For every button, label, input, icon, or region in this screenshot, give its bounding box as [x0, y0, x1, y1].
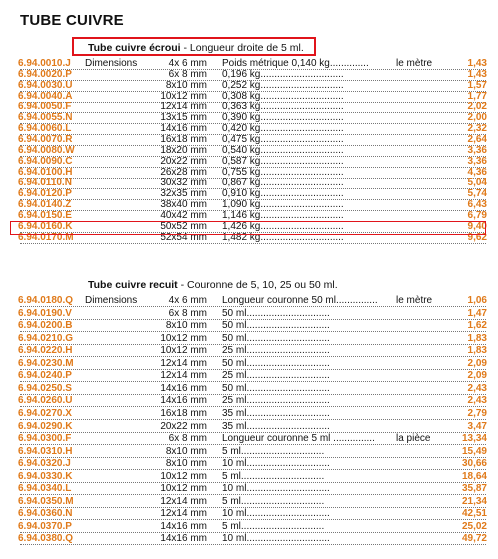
- table-row: [0, 101, 498, 112]
- highlight-box-row: [10, 221, 486, 235]
- price-value: 1,43: [467, 58, 487, 69]
- price-value: 9,40: [467, 220, 487, 232]
- price-value: 1,83: [467, 345, 487, 357]
- table-row: [0, 134, 498, 145]
- dimension-value: 6x 8 mm: [168, 68, 207, 80]
- detail-value: 5 ml..............................: [222, 445, 325, 457]
- detail-value: 50 ml..............................: [222, 357, 330, 369]
- dimension-value: 12x14 mm: [160, 357, 207, 369]
- dimension-value: 6x 8 mm: [168, 433, 207, 445]
- table-row: [0, 521, 498, 532]
- table-row: [0, 112, 498, 123]
- table-row: [0, 471, 498, 482]
- row-label: Dimensions: [85, 295, 138, 306]
- price-value: 35,87: [461, 483, 487, 495]
- dimension-value: 26x28 mm: [160, 166, 207, 178]
- product-reference: 6.94.0240.P: [18, 370, 72, 382]
- detail-value: 0,910 kg..............................: [222, 188, 344, 200]
- dimension-value: 14x16 mm: [160, 382, 207, 394]
- section-title-rest: - Couronne de 5, 10, 25 ou 50 ml.: [177, 279, 338, 291]
- detail-value: 10 ml..............................: [222, 483, 330, 495]
- product-reference: 6.94.0270.X: [18, 407, 72, 419]
- product-reference: 6.94.0060.L: [18, 123, 72, 135]
- table-row: [0, 395, 498, 406]
- product-reference: 6.94.0120.P: [18, 188, 72, 200]
- dimension-value: 50x52 mm: [160, 220, 207, 232]
- detail-value: 5 ml..............................: [222, 470, 325, 482]
- product-reference: 6.94.0260.U: [18, 395, 73, 407]
- table-row: [0, 446, 498, 457]
- price-value: 3,36: [467, 155, 487, 167]
- dimension-value: 8x10 mm: [165, 458, 207, 470]
- product-reference: 6.94.0170.M: [18, 231, 74, 243]
- dimension-value: 14x16 mm: [160, 533, 207, 545]
- dimension-value: 30x32 mm: [160, 177, 207, 189]
- product-reference: 6.94.0050.F: [18, 101, 72, 113]
- table-row: [0, 496, 498, 507]
- product-reference: 6.94.0100.H: [18, 166, 73, 178]
- detail-value: 5 ml..............................: [222, 520, 325, 532]
- dimension-value: 16x18 mm: [160, 407, 207, 419]
- price-value: 18,64: [461, 470, 487, 482]
- table-row: [0, 308, 498, 319]
- product-reference: 6.94.0030.U: [18, 79, 73, 91]
- price-value: 5,04: [467, 177, 487, 189]
- price-value: 6,79: [467, 209, 487, 221]
- detail-value: 0,587 kg..............................: [222, 155, 344, 167]
- price-value: 1,77: [467, 90, 487, 102]
- product-reference: 6.94.0360.N: [18, 508, 73, 520]
- product-reference: 6.94.0020.P: [18, 68, 72, 80]
- section-title-bold: Tube cuivre recuit: [88, 279, 178, 291]
- product-reference: 6.94.0150.E: [18, 209, 72, 221]
- dimension-value: 4x 6 mm: [168, 58, 207, 69]
- dimension-value: 6x 8 mm: [168, 307, 207, 319]
- detail-value: 25 ml..............................: [222, 370, 330, 382]
- dimension-value: 10x12 mm: [160, 332, 207, 344]
- table-row: [0, 370, 498, 381]
- page-title: TUBE CUIVRE: [20, 12, 124, 29]
- price-value: 3,36: [467, 144, 487, 156]
- product-reference: 6.94.0220.H: [18, 345, 73, 357]
- table-row: [0, 333, 498, 344]
- price-value: 1,06: [467, 295, 487, 306]
- price-value: 30,66: [461, 458, 487, 470]
- dimension-value: 32x35 mm: [160, 188, 207, 200]
- product-reference: 6.94.0160.K: [18, 220, 73, 232]
- product-reference: 6.94.0010.J: [18, 58, 71, 69]
- detail-value: 10 ml..............................: [222, 508, 330, 520]
- product-reference: 6.94.0370.P: [18, 520, 72, 532]
- detail-value: 1,426 kg..............................: [222, 220, 344, 232]
- product-reference: 6.94.0210.G: [18, 332, 74, 344]
- product-reference: 6.94.0320.J: [18, 458, 71, 470]
- detail-value: 0,540 kg..............................: [222, 144, 344, 156]
- row-divider: [20, 544, 486, 545]
- price-value: 2,43: [467, 395, 487, 407]
- detail-value: 35 ml..............................: [222, 407, 330, 419]
- product-reference: 6.94.0350.M: [18, 495, 74, 507]
- dimension-value: 16x18 mm: [160, 133, 207, 145]
- detail-value: 25 ml..............................: [222, 345, 330, 357]
- dimension-value: 38x40 mm: [160, 199, 207, 211]
- dimension-value: 10x12 mm: [160, 90, 207, 102]
- price-value: 1,57: [467, 79, 487, 91]
- section-title-recuit: [88, 279, 338, 291]
- product-reference: 6.94.0180.Q: [18, 295, 74, 306]
- product-reference: 6.94.0340.L: [18, 483, 72, 495]
- table-row: [0, 508, 498, 519]
- product-reference: 6.94.0380.Q: [18, 533, 74, 545]
- product-reference: 6.94.0070.R: [18, 133, 73, 145]
- detail-value: 50 ml..............................: [222, 382, 330, 394]
- table-row: [0, 69, 498, 80]
- price-value: 25,02: [461, 520, 487, 532]
- table-row: [0, 167, 498, 178]
- table-row: [0, 458, 498, 469]
- table-row: [0, 408, 498, 419]
- detail-value: 1,090 kg..............................: [222, 199, 344, 211]
- row-label: Dimensions: [85, 58, 138, 69]
- table-row: [0, 295, 498, 306]
- unit-label: la pièce: [396, 433, 431, 445]
- dimension-value: 10x12 mm: [160, 345, 207, 357]
- product-reference: 6.94.0080.W: [18, 144, 75, 156]
- detail-value: 0,390 kg..............................: [222, 112, 344, 124]
- price-value: 6,43: [467, 199, 487, 211]
- price-value: 1,47: [467, 307, 487, 319]
- product-reference: 6.94.0055.N: [18, 112, 73, 124]
- detail-value: 0,252 kg..............................: [222, 79, 344, 91]
- table-row: [0, 58, 498, 69]
- detail-value: 0,363 kg..............................: [222, 101, 344, 113]
- price-value: 2,02: [467, 101, 487, 113]
- table-row: [0, 210, 498, 221]
- detail-value: 5 ml..............................: [222, 495, 325, 507]
- detail-value: 0,475 kg..............................: [222, 133, 344, 145]
- product-reference: 6.94.0040.A: [18, 90, 73, 102]
- price-value: 2,43: [467, 382, 487, 394]
- table-row: [0, 188, 498, 199]
- dimension-value: 12x14 mm: [160, 370, 207, 382]
- table-row: [0, 533, 498, 544]
- detail-value: Poids métrique 0,140 kg..............: [222, 58, 369, 69]
- table-row: [0, 383, 498, 394]
- product-reference: 6.94.0110.N: [18, 177, 72, 189]
- detail-value: 0,755 kg..............................: [222, 166, 344, 178]
- unit-label: le mètre: [396, 58, 433, 69]
- table-row: [0, 358, 498, 369]
- row-divider: [20, 243, 486, 244]
- dimension-value: 13x15 mm: [160, 112, 207, 124]
- detail-value: 0,420 kg..............................: [222, 123, 344, 135]
- table-row: [0, 421, 498, 432]
- price-value: 1,83: [467, 332, 487, 344]
- dimension-value: 12x14 mm: [160, 508, 207, 520]
- detail-value: 10 ml..............................: [222, 533, 330, 545]
- detail-value: 50 ml..............................: [222, 332, 330, 344]
- dimension-value: 12x14 mm: [160, 101, 207, 113]
- table-row: [0, 199, 498, 210]
- price-value: 2,79: [467, 407, 487, 419]
- detail-value: 50 ml..............................: [222, 307, 330, 319]
- price-value: 2,09: [467, 357, 487, 369]
- highlight-box-title: [72, 37, 316, 56]
- dimension-value: 52x54 mm: [160, 231, 207, 243]
- detail-value: 1,482 kg..............................: [222, 231, 344, 243]
- table-row: [0, 483, 498, 494]
- dimension-value: 10x12 mm: [160, 470, 207, 482]
- dimension-value: 8x10 mm: [165, 445, 207, 457]
- price-value: 21,34: [461, 495, 487, 507]
- price-value: 3,47: [467, 420, 487, 432]
- table-row: [0, 177, 498, 188]
- dimension-value: 8x10 mm: [165, 320, 207, 332]
- section-title-bold: Tube cuivre écroui: [88, 42, 181, 54]
- price-value: 2,09: [467, 370, 487, 382]
- section-title-rest: - Longueur droite de 5 ml.: [180, 42, 304, 54]
- table-row: [0, 320, 498, 331]
- price-value: 1,62: [467, 320, 487, 332]
- dimension-value: 12x14 mm: [160, 495, 207, 507]
- price-value: 9,62: [467, 231, 487, 243]
- detail-value: Longueur couronne 5 ml ...............: [222, 433, 375, 445]
- price-value: 2,00: [467, 112, 487, 124]
- detail-value: 25 ml..............................: [222, 395, 330, 407]
- dimension-value: 40x42 mm: [160, 209, 207, 221]
- dimension-value: 18x20 mm: [160, 144, 207, 156]
- dimension-value: 10x12 mm: [160, 483, 207, 495]
- detail-value: 50 ml..............................: [222, 320, 330, 332]
- product-reference: 6.94.0090.C: [18, 155, 73, 167]
- detail-value: 35 ml..............................: [222, 420, 330, 432]
- dimension-value: 14x16 mm: [160, 123, 207, 135]
- price-value: 49,72: [461, 533, 487, 545]
- dimension-value: 20x22 mm: [160, 155, 207, 167]
- product-reference: 6.94.0230.M: [18, 357, 74, 369]
- detail-value: 1,146 kg..............................: [222, 209, 344, 221]
- dimension-value: 8x10 mm: [165, 79, 207, 91]
- dimension-value: 14x16 mm: [160, 520, 207, 532]
- table-row: [0, 80, 498, 91]
- price-value: 2,64: [467, 133, 487, 145]
- price-value: 13,34: [461, 433, 487, 445]
- table-row: [0, 433, 498, 444]
- table-row: [0, 91, 498, 102]
- product-reference: 6.94.0300.F: [18, 433, 72, 445]
- product-reference: 6.94.0140.Z: [18, 199, 72, 211]
- table-row: [0, 345, 498, 356]
- product-reference: 6.94.0330.K: [18, 470, 73, 482]
- price-value: 2,32: [467, 123, 487, 135]
- detail-value: 10 ml..............................: [222, 458, 330, 470]
- price-value: 5,74: [467, 188, 487, 200]
- detail-value: 0,308 kg..............................: [222, 90, 344, 102]
- dimension-value: 20x22 mm: [160, 420, 207, 432]
- price-value: 42,51: [461, 508, 487, 520]
- product-reference: 6.94.0190.V: [18, 307, 72, 319]
- product-reference: 6.94.0200.B: [18, 320, 73, 332]
- product-reference: 6.94.0310.H: [18, 445, 73, 457]
- table-row: [0, 145, 498, 156]
- price-value: 15,49: [461, 445, 487, 457]
- detail-value: Longueur couronne 50 ml...............: [222, 295, 378, 306]
- table-row: [0, 156, 498, 167]
- product-reference: 6.94.0290.K: [18, 420, 73, 432]
- dimension-value: 4x 6 mm: [168, 295, 207, 306]
- price-value: 1,43: [467, 68, 487, 80]
- table-row: [0, 123, 498, 134]
- product-reference: 6.94.0250.S: [18, 382, 72, 394]
- detail-value: 0,196 kg..............................: [222, 68, 344, 80]
- price-value: 4,36: [467, 166, 487, 178]
- detail-value: 0,867 kg..............................: [222, 177, 344, 189]
- unit-label: le mètre: [396, 295, 433, 306]
- dimension-value: 14x16 mm: [160, 395, 207, 407]
